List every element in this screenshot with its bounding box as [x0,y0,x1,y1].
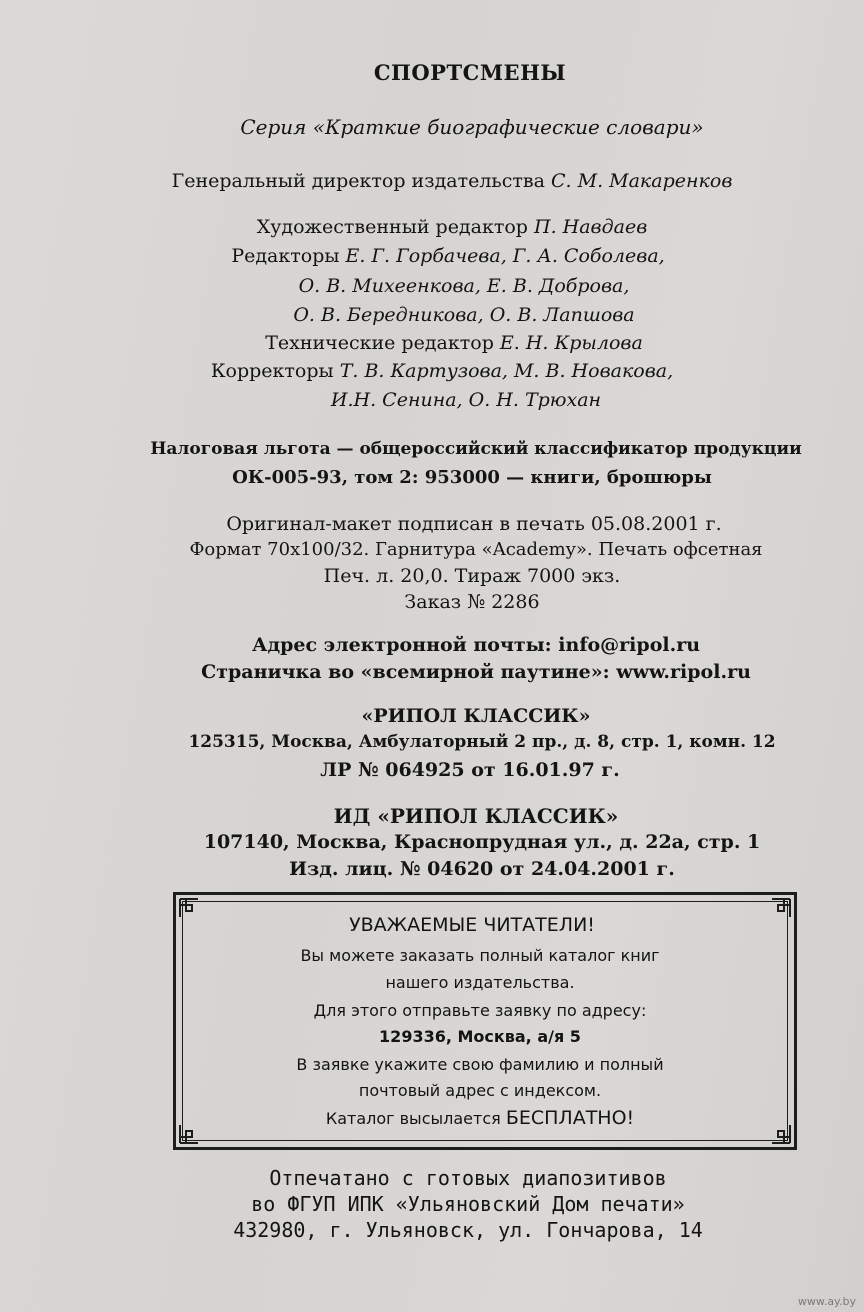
director-line [20,172,864,191]
notice-line-2: нашего издательства. [385,973,575,992]
notice-line-6: почтовый адрес с индексом. [358,1081,602,1100]
director-label: Генеральный директор издательства [171,170,551,192]
director-name: С. М. Макаренков [551,170,733,192]
editors-names-2: О. В. Михеенкова, Е. В. Доброва, [298,275,630,297]
tech-editor-line [22,334,864,353]
notice-free-text: БЕСПЛАТНО! [505,1107,635,1129]
book-title: СПОРТСМЕНЫ [373,60,567,85]
printer-line-1: Отпечатано с готовых диапозитивов [269,1166,667,1190]
editors-label: Редакторы [231,245,346,267]
print-info-line-2: Формат 70x100/32. Гарнитура «Academy». Печать офсетная [189,539,763,560]
correctors-names-2: И.Н. Сенина, О. Н. Трюхан [330,389,602,411]
print-info-line-1: Оригинал-макет подписан в печать 05.08.2001 г. [226,513,722,535]
notice-heading: УВАЖАЕМЫЕ ЧИТАТЕЛИ! [349,914,595,936]
art-editor-name: П. Навдаев [534,216,648,238]
notice-line-3: Для этого отправьте заявку по адресу: [313,1001,647,1020]
tech-editor-label: Технические редактор [265,332,500,354]
notice-catalog-text: Каталог высылается [325,1109,506,1128]
correctors-label: Корректоры [210,360,340,382]
art-editor-line [20,218,864,237]
editors-names-1: Е. Г. Горбачева, Г. А. Соболева, [345,245,665,267]
notice-line-7 [48,1109,864,1128]
web-line: Страничка во «всемирной паутине»: www.ripol.ru [201,661,751,683]
site-watermark: www.ay.by [797,1295,856,1308]
tax-line-1: Налоговая льгота — общероссийский классификатор продукции [150,439,802,459]
printer-line-3: 432980, г. Ульяновск, ул. Гончарова, 14 [233,1218,703,1242]
publisher2-address: 107140, Москва, Краснопрудная ул., д. 22а, стр. 1 [203,831,761,853]
notice-address: 129336, Москва, а/я 5 [379,1027,581,1046]
art-editor-label: Художественный редактор [256,216,534,238]
publisher1-address: 125315, Москва, Амбулаторный 2 пр., д. 8, стр. 1, комн. 12 [188,732,776,752]
tech-editor-name: Е. Н. Крылова [499,332,643,354]
series-name: Серия «Краткие биографические словари» [240,115,704,139]
correctors-line-1 [10,362,864,381]
publisher2-name: ИД «РИПОЛ КЛАССИК» [333,804,619,828]
print-info-line-4: Заказ № 2286 [404,591,540,613]
editors-line-1 [16,247,864,266]
publisher2-license: Изд. лиц. № 04620 от 24.04.2001 г. [289,858,675,880]
publisher1-name: «РИПОЛ КЛАССИК» [361,705,591,727]
print-info-line-3: Печ. л. 20,0. Тираж 7000 экз. [323,565,621,587]
publisher1-license: ЛР № 064925 от 16.01.97 г. [320,759,620,781]
frame-inner-border [182,901,788,1141]
notice-line-5: В заявке укажите свою фамилию и полный [296,1055,664,1074]
correctors-names-1: Т. В. Картузова, М. В. Новакова, [339,360,674,382]
editors-names-3: О. В. Бередникова, О. В. Лапшова [293,304,635,326]
tax-line-2: ОК-005-93, том 2: 953000 — книги, брошюры [232,467,712,488]
printer-line-2: во ФГУП ИПК «Ульяновский Дом печати» [251,1192,685,1216]
email-line: Адрес электронной почты: info@ripol.ru [251,634,701,656]
notice-line-1: Вы можете заказать полный каталог книг [300,946,660,965]
